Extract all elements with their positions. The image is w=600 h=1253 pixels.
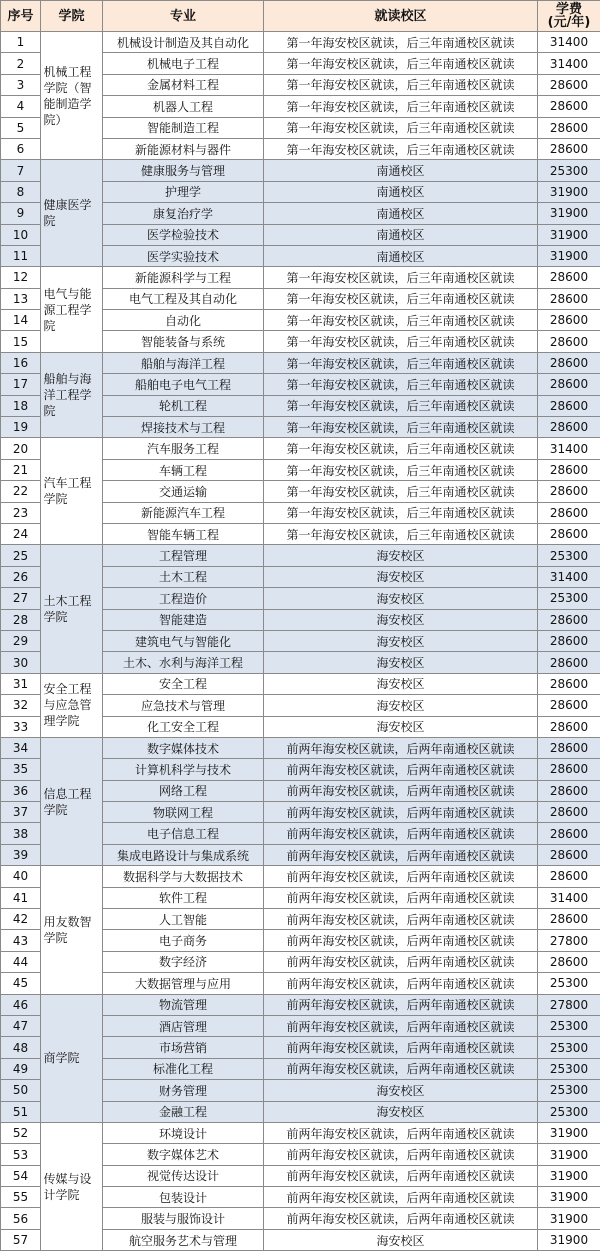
major-name: 建筑电气与智能化: [103, 630, 264, 651]
major-name: 医学实验技术: [103, 245, 264, 266]
row-number: 20: [1, 438, 41, 459]
row-number: 40: [1, 866, 41, 887]
campus-info: 海安校区: [264, 652, 538, 673]
tuition-fee: 27800: [538, 930, 600, 951]
campus-info: 第一年海安校区就读，后三年南通校区就读: [264, 417, 538, 438]
college-cell: [41, 994, 103, 1122]
header-no: 序号: [1, 1, 41, 32]
major-name: 智能制造工程: [103, 117, 264, 138]
tuition-fee: 25300: [538, 545, 600, 566]
college-cell: [41, 267, 103, 353]
campus-info: 前两年海安校区就读，后两年南通校区就读: [264, 1144, 538, 1165]
campus-info: 前两年海安校区就读，后两年南通校区就读: [264, 823, 538, 844]
campus-info: 第一年海安校区就读，后三年南通校区就读: [264, 523, 538, 544]
row-number: 41: [1, 887, 41, 908]
tuition-fee: 31900: [538, 1187, 600, 1208]
row-number: 49: [1, 1058, 41, 1079]
tuition-fee: 28600: [538, 844, 600, 865]
tuition-fee: 28600: [538, 481, 600, 502]
college-name: 健康医学院: [43, 198, 92, 229]
tuition-fee: 31900: [538, 1165, 600, 1186]
major-name: 电子商务: [103, 930, 264, 951]
campus-info: 第一年海安校区就读，后三年南通校区就读: [264, 374, 538, 395]
major-name: 大数据管理与应用: [103, 973, 264, 994]
row-number: 1: [1, 32, 41, 53]
tuition-fee: 31900: [538, 1122, 600, 1143]
tuition-fee: 25300: [538, 1015, 600, 1036]
row-number: 24: [1, 523, 41, 544]
row-number: 9: [1, 203, 41, 224]
tuition-fee: 31900: [538, 245, 600, 266]
campus-info: 第一年海安校区就读，后三年南通校区就读: [264, 53, 538, 74]
tuition-fee: 28600: [538, 802, 600, 823]
tuition-fee: 31900: [538, 224, 600, 245]
tuition-fee: 28600: [538, 823, 600, 844]
campus-info: 海安校区: [264, 1080, 538, 1101]
row-number: 16: [1, 352, 41, 373]
tuition-fee: 28600: [538, 459, 600, 480]
campus-info: 海安校区: [264, 1101, 538, 1122]
major-name: 智能建造: [103, 609, 264, 630]
major-name: 机械电子工程: [103, 53, 264, 74]
row-number: 4: [1, 96, 41, 117]
campus-info: 前两年海安校区就读，后两年南通校区就读: [264, 994, 538, 1015]
major-name: 计算机科学与技术: [103, 759, 264, 780]
major-name: 车辆工程: [103, 459, 264, 480]
campus-info: 前两年海安校区就读，后两年南通校区就读: [264, 1122, 538, 1143]
tuition-fee: 28600: [538, 695, 600, 716]
tuition-fee: 28600: [538, 117, 600, 138]
campus-info: 第一年海安校区就读，后三年南通校区就读: [264, 459, 538, 480]
campus-info: 前两年海安校区就读，后两年南通校区就读: [264, 866, 538, 887]
campus-info: 第一年海安校区就读，后三年南通校区就读: [264, 310, 538, 331]
college-name: 信息工程学院: [43, 786, 92, 817]
tuition-fee: 31400: [538, 53, 600, 74]
campus-info: 前两年海安校区就读，后两年南通校区就读: [264, 909, 538, 930]
row-number: 15: [1, 331, 41, 352]
tuition-fee: 31400: [538, 887, 600, 908]
row-number: 38: [1, 823, 41, 844]
row-number: 10: [1, 224, 41, 245]
tuition-fee: 28600: [538, 395, 600, 416]
major-name: 数据科学与大数据技术: [103, 866, 264, 887]
table-row: [1, 1122, 600, 1143]
campus-info: 第一年海安校区就读，后三年南通校区就读: [264, 138, 538, 159]
major-name: 电气工程及其自动化: [103, 288, 264, 309]
campus-info: 前两年海安校区就读，后两年南通校区就读: [264, 1015, 538, 1036]
row-number: 45: [1, 973, 41, 994]
major-name: 服装与服饰设计: [103, 1208, 264, 1229]
row-number: 25: [1, 545, 41, 566]
row-number: 22: [1, 481, 41, 502]
major-name: 化工安全工程: [103, 716, 264, 737]
major-name: 船舶与海洋工程: [103, 352, 264, 373]
campus-info: 前两年海安校区就读，后两年南通校区就读: [264, 759, 538, 780]
row-number: 17: [1, 374, 41, 395]
row-number: 50: [1, 1080, 41, 1101]
table-row: [1, 438, 600, 459]
tuition-fee: 31900: [538, 1229, 600, 1250]
tuition-fee: 28600: [538, 737, 600, 758]
major-name: 网络工程: [103, 780, 264, 801]
major-name: 包装设计: [103, 1187, 264, 1208]
row-number: 39: [1, 844, 41, 865]
row-number: 36: [1, 780, 41, 801]
college-cell: [41, 352, 103, 438]
major-name: 土木工程: [103, 566, 264, 587]
campus-info: 前两年海安校区就读，后两年南通校区就读: [264, 844, 538, 865]
tuition-fee: 25300: [538, 1037, 600, 1058]
header-college: 学院: [41, 1, 103, 32]
college-cell: [41, 545, 103, 673]
campus-info: 海安校区: [264, 1229, 538, 1250]
tuition-fee: 25300: [538, 973, 600, 994]
major-name: 电子信息工程: [103, 823, 264, 844]
major-name: 交通运输: [103, 481, 264, 502]
college-name: 传媒与设计学院: [43, 1171, 92, 1202]
tuition-fee: 25300: [538, 160, 600, 181]
major-name: 财务管理: [103, 1080, 264, 1101]
tuition-fee: 28600: [538, 866, 600, 887]
table-row: [1, 352, 600, 373]
major-name: 护理学: [103, 181, 264, 202]
campus-info: 海安校区: [264, 716, 538, 737]
campus-info: 前两年海安校区就读，后两年南通校区就读: [264, 1187, 538, 1208]
tuition-fee: 27800: [538, 994, 600, 1015]
major-name: 智能装备与系统: [103, 331, 264, 352]
college-name: 商学院: [43, 1051, 80, 1066]
college-name: 用友数智学院: [43, 914, 92, 945]
major-name: 安全工程: [103, 673, 264, 694]
major-name: 机械设计制造及其自动化: [103, 32, 264, 53]
row-number: 31: [1, 673, 41, 694]
college-cell: [41, 673, 103, 737]
campus-info: 南通校区: [264, 203, 538, 224]
major-name: 新能源汽车工程: [103, 502, 264, 523]
major-name: 健康服务与管理: [103, 160, 264, 181]
tuition-fee: 28600: [538, 716, 600, 737]
row-number: 48: [1, 1037, 41, 1058]
tuition-fee: 25300: [538, 588, 600, 609]
major-name: 金融工程: [103, 1101, 264, 1122]
row-number: 19: [1, 417, 41, 438]
college-cell: [41, 737, 103, 865]
major-name: 焊接技术与工程: [103, 417, 264, 438]
row-number: 32: [1, 695, 41, 716]
college-cell: [41, 866, 103, 994]
campus-info: 南通校区: [264, 160, 538, 181]
campus-info: 前两年海安校区就读，后两年南通校区就读: [264, 1037, 538, 1058]
campus-info: 第一年海安校区就读，后三年南通校区就读: [264, 288, 538, 309]
campus-info: 前两年海安校区就读，后两年南通校区就读: [264, 1165, 538, 1186]
row-number: 56: [1, 1208, 41, 1229]
table-row: [1, 673, 600, 694]
table-body: [1, 32, 600, 1251]
major-name: 工程管理: [103, 545, 264, 566]
major-name: 康复治疗学: [103, 203, 264, 224]
major-name: 新能源科学与工程: [103, 267, 264, 288]
campus-info: 第一年海安校区就读，后三年南通校区就读: [264, 481, 538, 502]
row-number: 54: [1, 1165, 41, 1186]
major-name: 医学检验技术: [103, 224, 264, 245]
row-number: 34: [1, 737, 41, 758]
tuition-fee: 28600: [538, 780, 600, 801]
tuition-fee: 31900: [538, 1208, 600, 1229]
row-number: 26: [1, 566, 41, 587]
table-row: [1, 994, 600, 1015]
header-fee-label: 学费 (元/年): [547, 2, 591, 30]
major-name: 视觉传达设计: [103, 1165, 264, 1186]
row-number: 30: [1, 652, 41, 673]
major-name: 自动化: [103, 310, 264, 331]
campus-info: 第一年海安校区就读，后三年南通校区就读: [264, 331, 538, 352]
campus-info: 第一年海安校区就读，后三年南通校区就读: [264, 267, 538, 288]
campus-info: 海安校区: [264, 695, 538, 716]
row-number: 3: [1, 74, 41, 95]
college-name: 船舶与海洋工程学院: [43, 372, 92, 419]
row-number: 44: [1, 951, 41, 972]
campus-info: 第一年海安校区就读，后三年南通校区就读: [264, 96, 538, 117]
campus-info: 前两年海安校区就读，后两年南通校区就读: [264, 887, 538, 908]
row-number: 33: [1, 716, 41, 737]
college-cell: [41, 438, 103, 545]
row-number: 27: [1, 588, 41, 609]
college-name: 电气与能源工程学院: [43, 286, 92, 333]
major-name: 船舶电子电气工程: [103, 374, 264, 395]
header-major: 专业: [103, 1, 264, 32]
major-name: 航空服务艺术与管理: [103, 1229, 264, 1250]
campus-info: 海安校区: [264, 673, 538, 694]
row-number: 12: [1, 267, 41, 288]
row-number: 21: [1, 459, 41, 480]
table-row: [1, 866, 600, 887]
campus-info: 海安校区: [264, 609, 538, 630]
row-number: 52: [1, 1122, 41, 1143]
table-row: [1, 160, 600, 181]
tuition-fee: 28600: [538, 417, 600, 438]
row-number: 55: [1, 1187, 41, 1208]
campus-info: 前两年海安校区就读，后两年南通校区就读: [264, 737, 538, 758]
campus-info: 前两年海安校区就读，后两年南通校区就读: [264, 1208, 538, 1229]
college-cell: [41, 32, 103, 160]
table-row: [1, 737, 600, 758]
campus-info: 第一年海安校区就读，后三年南通校区就读: [264, 74, 538, 95]
table-row: [1, 267, 600, 288]
row-number: 28: [1, 609, 41, 630]
row-number: 13: [1, 288, 41, 309]
header-campus: 就读校区: [264, 1, 538, 32]
campus-info: 海安校区: [264, 566, 538, 587]
major-name: 物流管理: [103, 994, 264, 1015]
row-number: 42: [1, 909, 41, 930]
major-name: 汽车服务工程: [103, 438, 264, 459]
major-name: 金属材料工程: [103, 74, 264, 95]
row-number: 2: [1, 53, 41, 74]
tuition-fee: 28600: [538, 673, 600, 694]
campus-info: 海安校区: [264, 545, 538, 566]
row-number: 46: [1, 994, 41, 1015]
campus-info: 第一年海安校区就读，后三年南通校区就读: [264, 502, 538, 523]
college-cell: [41, 1122, 103, 1250]
tuition-fee: 28600: [538, 288, 600, 309]
major-name: 软件工程: [103, 887, 264, 908]
row-number: 5: [1, 117, 41, 138]
campus-info: 南通校区: [264, 245, 538, 266]
major-name: 工程造价: [103, 588, 264, 609]
row-number: 18: [1, 395, 41, 416]
major-name: 环境设计: [103, 1122, 264, 1143]
major-name: 数字媒体技术: [103, 737, 264, 758]
campus-info: 海安校区: [264, 588, 538, 609]
tuition-fee: 25300: [538, 1080, 600, 1101]
campus-info: 前两年海安校区就读，后两年南通校区就读: [264, 802, 538, 823]
row-number: 29: [1, 630, 41, 651]
tuition-fee: 31900: [538, 181, 600, 202]
row-number: 8: [1, 181, 41, 202]
campus-info: 第一年海安校区就读，后三年南通校区就读: [264, 395, 538, 416]
tuition-fee: 28600: [538, 609, 600, 630]
tuition-fee: 28600: [538, 331, 600, 352]
row-number: 11: [1, 245, 41, 266]
tuition-fee: 28600: [538, 759, 600, 780]
table-row: [1, 545, 600, 566]
tuition-fee: 31900: [538, 203, 600, 224]
major-name: 机器人工程: [103, 96, 264, 117]
major-name: 数字媒体艺术: [103, 1144, 264, 1165]
campus-info: 第一年海安校区就读，后三年南通校区就读: [264, 352, 538, 373]
tuition-fee: 28600: [538, 951, 600, 972]
major-name: 市场营销: [103, 1037, 264, 1058]
campus-info: 前两年海安校区就读，后两年南通校区就读: [264, 951, 538, 972]
major-name: 智能车辆工程: [103, 523, 264, 544]
tuition-fee: 28600: [538, 630, 600, 651]
major-name: 人工智能: [103, 909, 264, 930]
row-number: 14: [1, 310, 41, 331]
row-number: 51: [1, 1101, 41, 1122]
college-cell: [41, 160, 103, 267]
major-name: 数字经济: [103, 951, 264, 972]
header-fee: [538, 1, 600, 32]
college-name: 土木工程学院: [43, 594, 92, 625]
college-name: 汽车工程学院: [43, 476, 92, 507]
tuition-fee: 31400: [538, 32, 600, 53]
tuition-fee: 28600: [538, 138, 600, 159]
row-number: 35: [1, 759, 41, 780]
college-name: 机械工程学院（智能制造学院）: [43, 64, 92, 127]
tuition-fee: 28600: [538, 523, 600, 544]
table-row: [1, 32, 600, 53]
tuition-fee: 25300: [538, 1058, 600, 1079]
row-number: 37: [1, 802, 41, 823]
tuition-fee: 28600: [538, 909, 600, 930]
major-name: 新能源材料与器件: [103, 138, 264, 159]
tuition-fee: 31400: [538, 438, 600, 459]
campus-info: 海安校区: [264, 630, 538, 651]
campus-info: 第一年海安校区就读，后三年南通校区就读: [264, 117, 538, 138]
major-name: 酒店管理: [103, 1015, 264, 1036]
row-number: 23: [1, 502, 41, 523]
campus-info: 前两年海安校区就读，后两年南通校区就读: [264, 973, 538, 994]
tuition-fee: 28600: [538, 74, 600, 95]
college-name: 安全工程与应急管理学院: [43, 682, 92, 729]
tuition-fee: 31400: [538, 566, 600, 587]
campus-info: 前两年海安校区就读，后两年南通校区就读: [264, 930, 538, 951]
major-name: 集成电路设计与集成系统: [103, 844, 264, 865]
campus-info: 前两年海安校区就读，后两年南通校区就读: [264, 1058, 538, 1079]
row-number: 43: [1, 930, 41, 951]
tuition-fee: 28600: [538, 374, 600, 395]
campus-info: 南通校区: [264, 224, 538, 245]
tuition-fee: 28600: [538, 352, 600, 373]
tuition-fee: 28600: [538, 310, 600, 331]
tuition-fee: 31900: [538, 1144, 600, 1165]
tuition-fee: 28600: [538, 96, 600, 117]
major-name: 标准化工程: [103, 1058, 264, 1079]
row-number: 57: [1, 1229, 41, 1250]
campus-info: 南通校区: [264, 181, 538, 202]
tuition-fee: 25300: [538, 1101, 600, 1122]
campus-info: 前两年海安校区就读，后两年南通校区就读: [264, 780, 538, 801]
major-name: 土木、水利与海洋工程: [103, 652, 264, 673]
major-name: 物联网工程: [103, 802, 264, 823]
row-number: 53: [1, 1144, 41, 1165]
tuition-fee: 28600: [538, 267, 600, 288]
major-name: 轮机工程: [103, 395, 264, 416]
row-number: 6: [1, 138, 41, 159]
row-number: 47: [1, 1015, 41, 1036]
tuition-fee: 28600: [538, 502, 600, 523]
row-number: 7: [1, 160, 41, 181]
major-name: 应急技术与管理: [103, 695, 264, 716]
tuition-fee: 28600: [538, 652, 600, 673]
campus-info: 第一年海安校区就读，后三年南通校区就读: [264, 438, 538, 459]
campus-info: 第一年海安校区就读，后三年南通校区就读: [264, 32, 538, 53]
table-header-row: [1, 1, 600, 32]
